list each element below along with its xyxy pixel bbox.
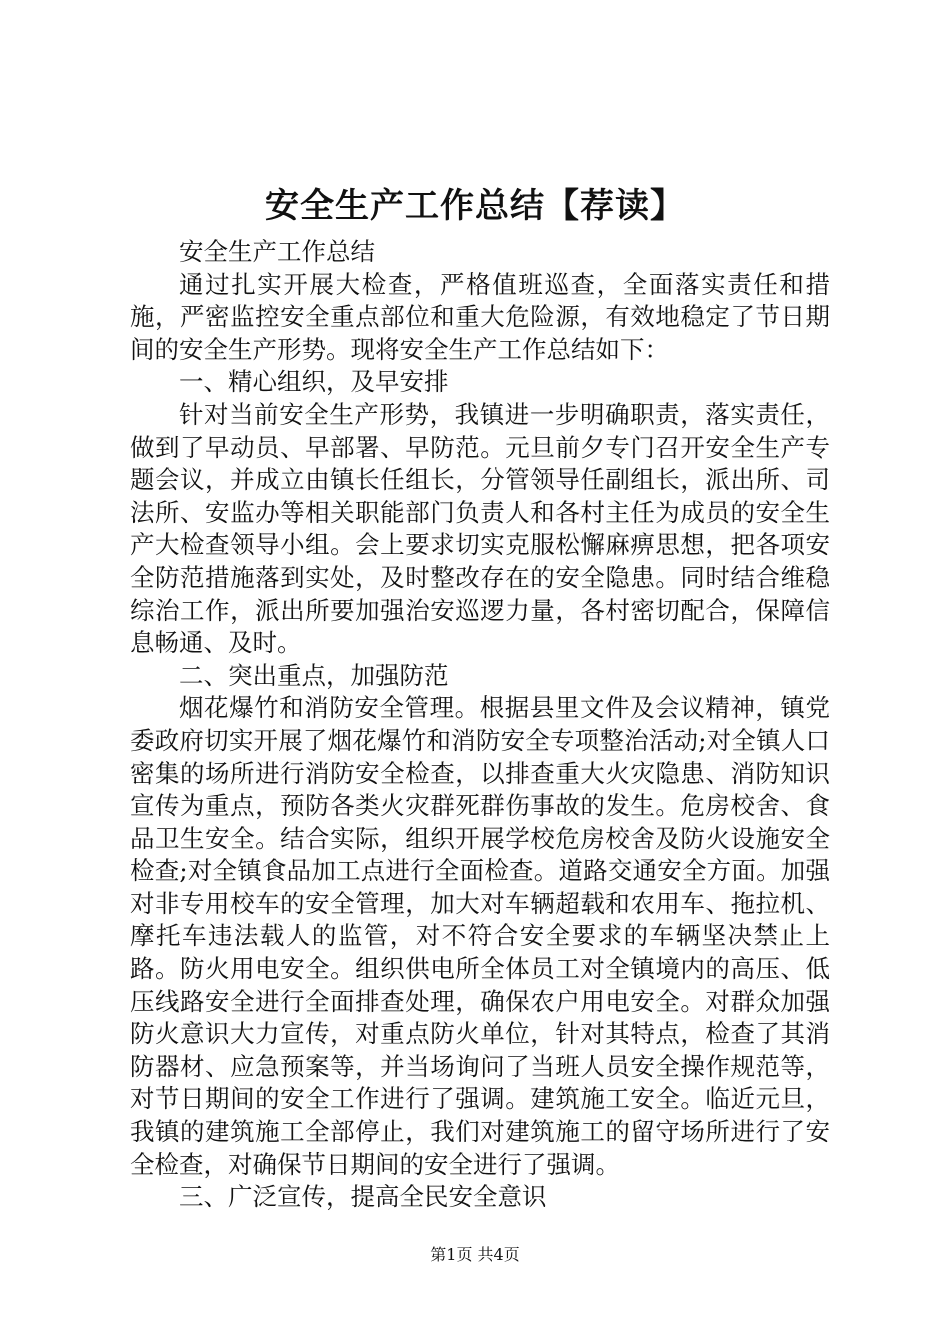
document-subtitle: 安全生产工作总结	[179, 237, 375, 266]
intro-paragraph: 通过扎实开展大检查，严格值班巡查，全面落实责任和措施，严密监控安全重点部位和重大危险源，有效地稳定了节日期间的安全生产形势。现将安全生产工作总结如下：	[130, 269, 830, 364]
page-footer: 第1页 共4页	[430, 1245, 520, 1264]
section-2-heading: 二、突出重点，加强防范	[179, 660, 449, 690]
section-1-heading: 一、精心组织，及早安排	[179, 367, 449, 397]
section-1-paragraph: 针对当前安全生产形势，我镇进一步明确职责，落实责任，做到了早动员、早部署、早防范。元旦前夕专门召开安全生产专题会议，并成立由镇长任组长，分管领导任副组长，派出所、司法所、安监办等相关职能部门负责人和各村主任为成员的安全生产大检查领导小组。会上要求切实克服松懈麻痹思想，把各项安全防范措施落到实处，及时整改存在的安全隐患。同时结合维稳综治工作，派出所要加强治安巡逻力量，各村密切配合，保障信息畅通、及时。	[130, 399, 830, 658]
section-2-paragraph: 烟花爆竹和消防安全管理。根据县里文件及会议精神，镇党委政府切实开展了烟花爆竹和消防安全专项整治活动;对全镇人口密集的场所进行消防安全检查，以排查重大火灾隐患、消防知识宣传为重点，预防各类火灾群死群伤事故的发生。危房校舍、食品卫生安全。结合实际，组织开展学校危房校舍及防火设施安全检查;对全镇食品加工点进行全面检查。道路交通安全方面。加强对非专用校车的安全管理，加大对车辆超载和农用车、拖拉机、摩托车违法载人的监管，对不符合安全要求的车辆坚决禁止上路。防火用电安全。组织供电所全体员工对全镇境内的高压、低压线路安全进行全面排查处理，确保农户用电安全。对群众加强防火意识大力宣传，对重点防火单位，针对其特点，检查了其消防器材、应急预案等，并当场询问了当班人员安全操作规范等，对节日期间的安全工作进行了强调。建筑施工安全。临近元旦，我镇的建筑施工全部停止，我们对建筑施工的留守场所进行了安全检查，对确保节日期间的安全进行了强调。	[130, 693, 830, 1179]
document-title: 安全生产工作总结【荐读】	[265, 186, 685, 226]
document-body	[130, 236, 830, 1214]
section-3-heading: 三、广泛宣传，提高全民安全意识	[179, 1182, 547, 1212]
